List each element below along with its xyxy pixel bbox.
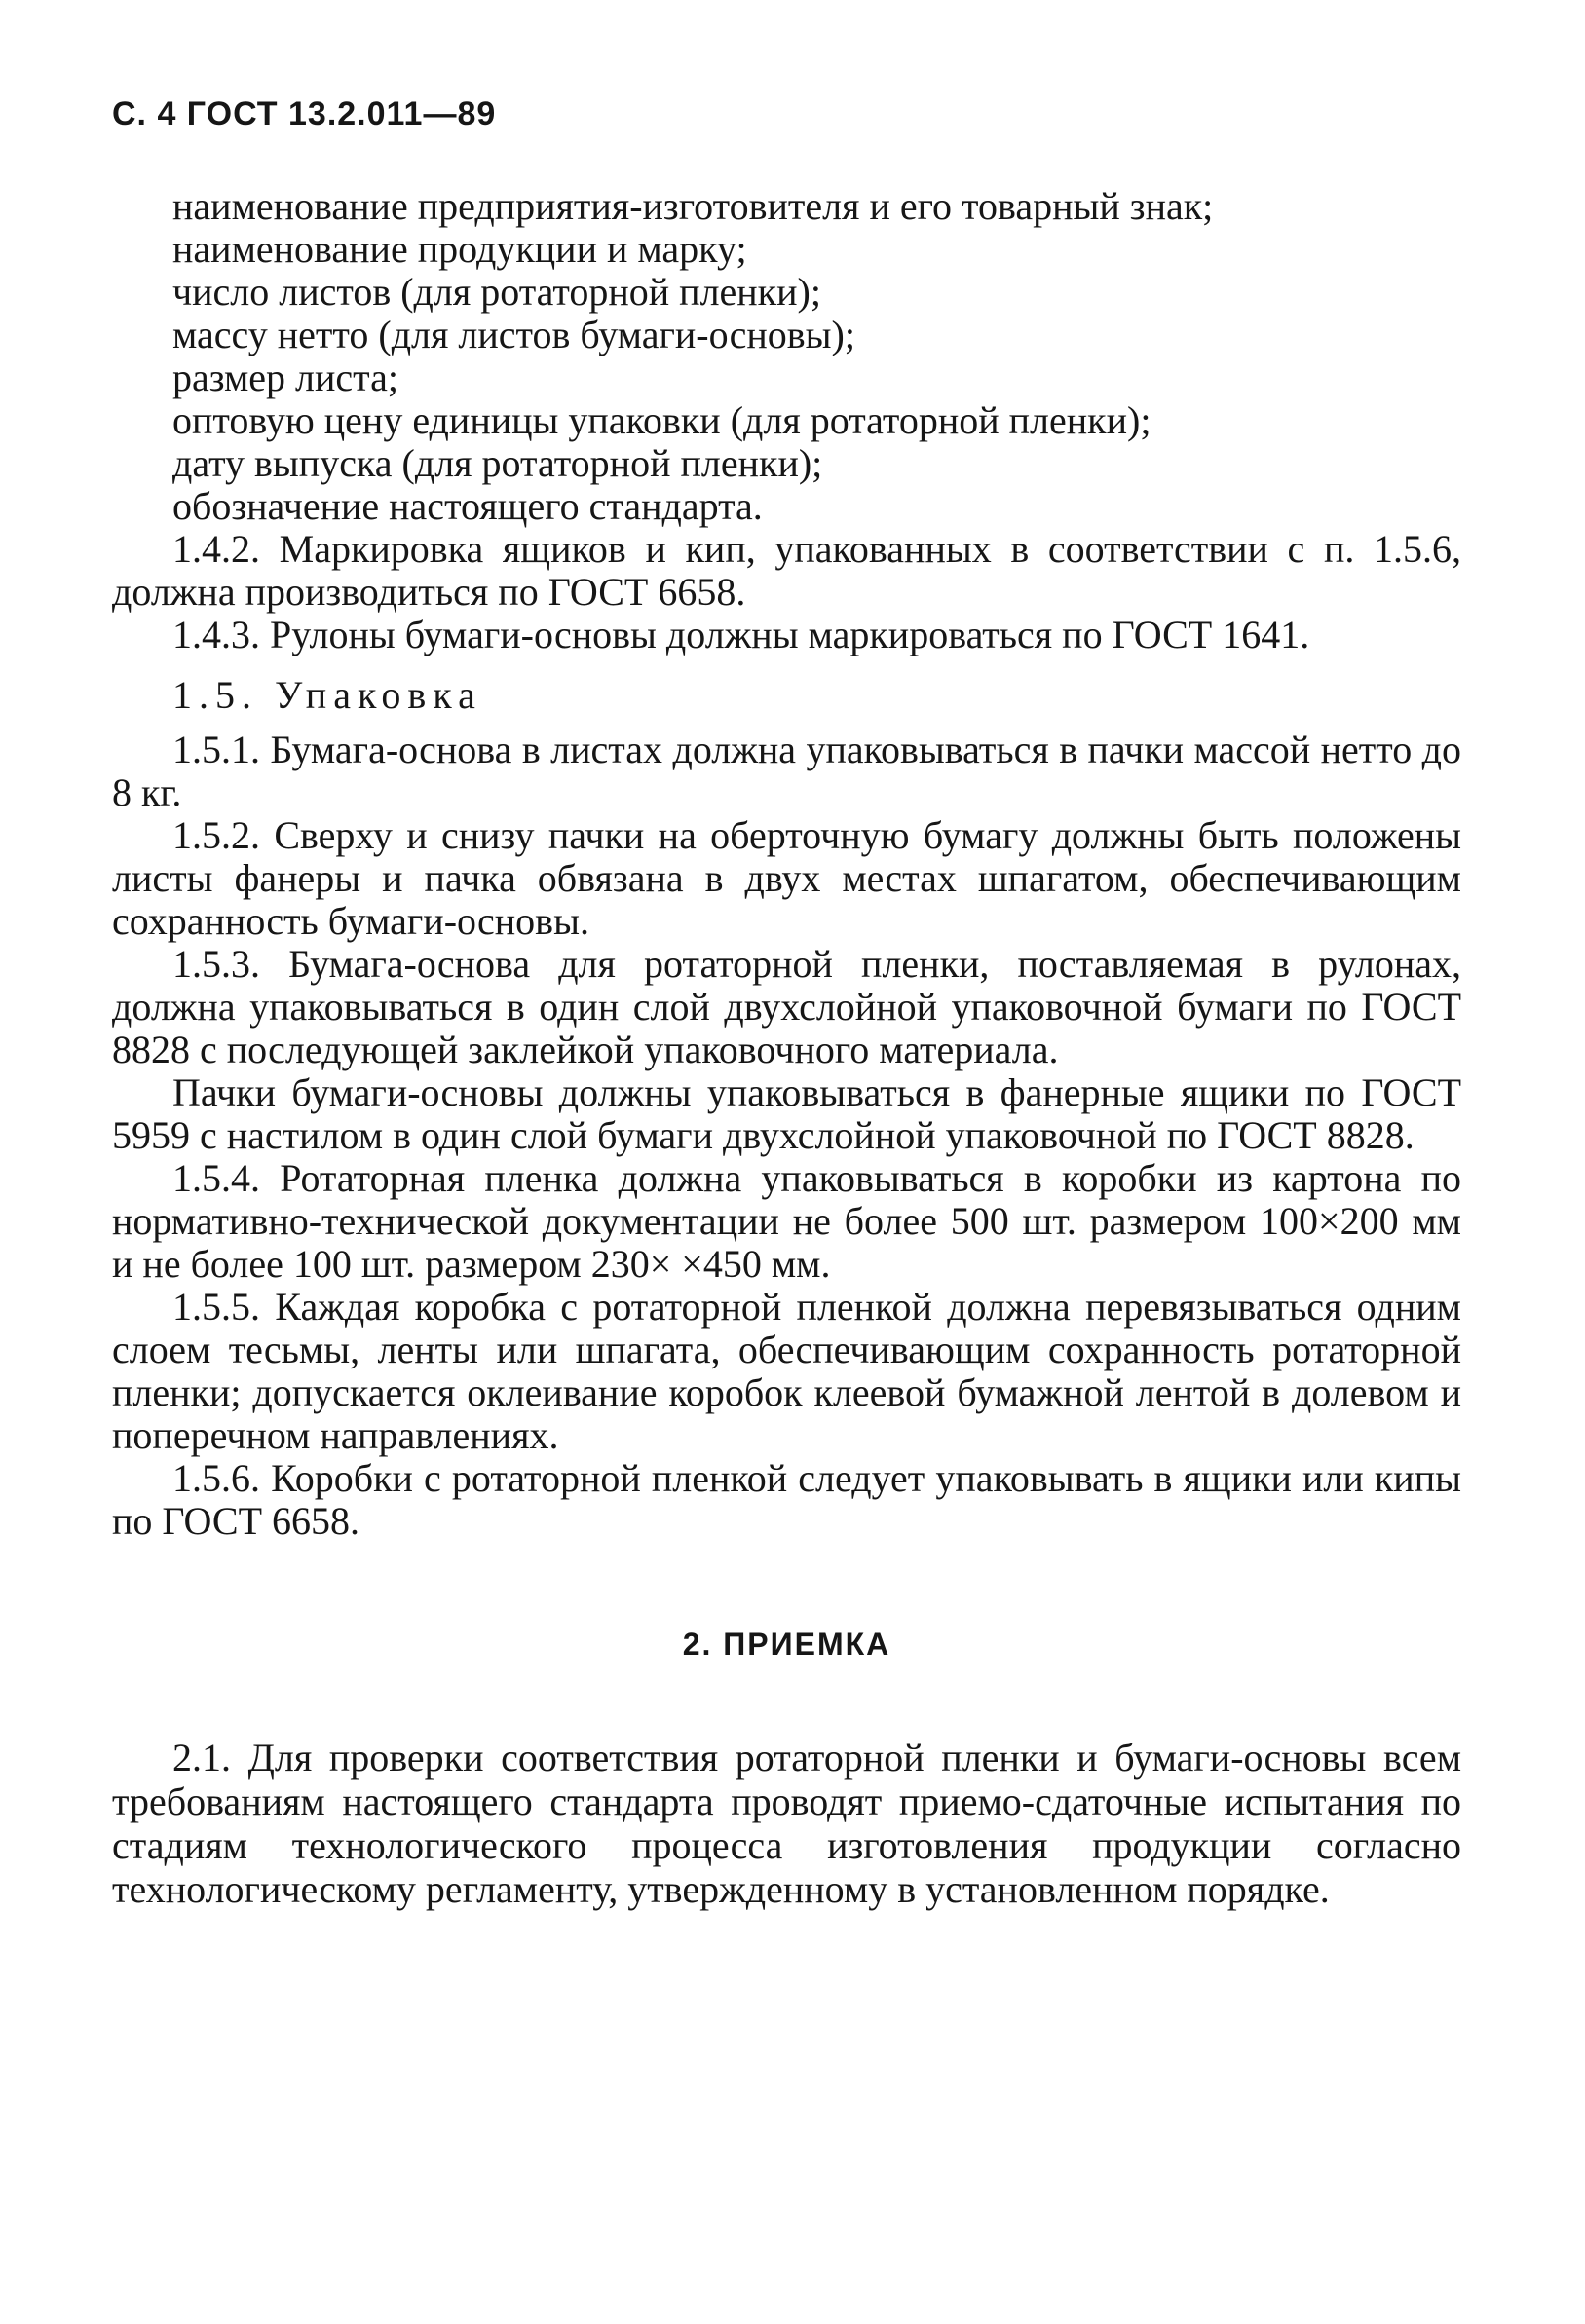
clause-1-5-4: 1.5.4. Ротаторная пленка должна упаковываться в коробки из картона по нормативно-технической документации не более 500 шт. размером 100×200 мм и не более 100 шт. размером 230× ×450 мм.: [112, 1156, 1461, 1286]
marking-item: наименование продукции и марку;: [172, 227, 747, 271]
clause-1-5-5: 1.5.5. Каждая коробка с ротаторной пленкой должна перевязываться одним слоем тесьмы, ленты или шпагата, обеспечивающим сохранность ротаторной пленки; допускается оклеивание коробок клеевой бумажной лентой в долевом и поперечном направлениях.: [112, 1285, 1461, 1457]
marking-item: обозначение настоящего стандарта.: [172, 484, 763, 528]
clause-2-1: 2.1. Для проверки соответствия ротаторной пленки и бумаги-основы всем требованиям настоящего стандарта проводят приемо-сдаточные испытания по стадиям технологического процесса изготовления продукции согласно технологическому регламенту, утвержденному в установленном порядке.: [112, 1736, 1461, 1911]
clause-1-4-2: 1.4.2. Маркировка ящиков и кип, упакованных в соответствии с п. 1.5.6, должна производиться по ГОСТ 6658.: [112, 527, 1461, 614]
clause-1-5-3: 1.5.3. Бумага-основа для ротаторной пленки, поставляемая в рулонах, должна упаковываться в один слой двухслойной упаковочной бумаги по ГОСТ 8828 с последующей заклейкой упаковочного материала.: [112, 942, 1461, 1071]
clause-1-4-3: 1.4.3. Рулоны бумаги-основы должны маркироваться по ГОСТ 1641.: [172, 613, 1310, 656]
marking-item: число листов (для ротаторной пленки);: [172, 270, 821, 314]
clause-1-5-1: 1.5.1. Бумага-основа в листах должна упаковываться в пачки массой нетто до 8 кг.: [112, 728, 1461, 814]
marking-list: [112, 185, 1461, 528]
clause-1-5-6: 1.5.6. Коробки с ротаторной пленкой следует упаковывать в ящики или кипы по ГОСТ 6658.: [112, 1456, 1461, 1543]
subsection-title-packing: 1.5. Упаковка: [172, 673, 482, 717]
marking-item: массу нетто (для листов бумаги-основы);: [172, 313, 855, 356]
marking-item: дату выпуска (для ротаторной пленки);: [172, 441, 823, 485]
marking-item: размер листа;: [172, 356, 399, 399]
marking-item: наименование предприятия-изготовителя и его товарный знак;: [172, 184, 1214, 228]
clause-1-5-3-continued: Пачки бумаги-основы должны упаковываться в фанерные ящики по ГОСТ 5959 с настилом в один слой бумаги двухслойной упаковочной по ГОСТ 8828.: [112, 1070, 1461, 1157]
page-body: [112, 185, 1461, 1911]
section-title-acceptance: 2. ПРИЕМКА: [682, 1627, 891, 1662]
running-head: С. 4 ГОСТ 13.2.011—89: [112, 95, 497, 132]
clause-1-5-2: 1.5.2. Сверху и снизу пачки на оберточную бумагу должны быть положены листы фанеры и пачка обвязана в двух местах шпагатом, обеспечивающим сохранность бумаги-основы.: [112, 813, 1461, 943]
marking-item: оптовую цену единицы упаковки (для ротаторной пленки);: [172, 398, 1151, 442]
